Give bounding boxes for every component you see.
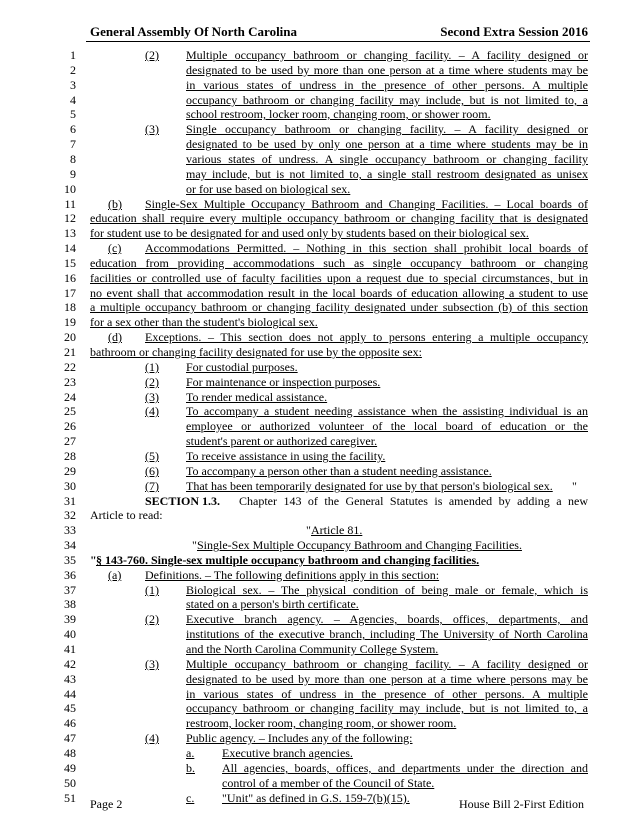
line-text: For custodial purposes. [186, 360, 298, 374]
line-text: Chapter 143 of the General Statutes is amended by adding a new [239, 494, 588, 508]
line-text: Definitions. – The following definitions apply in this section: [145, 568, 440, 582]
line-number: 15 [64, 256, 76, 270]
line-text: designated to be used by more than one person at a time where persons may be [186, 672, 588, 686]
line-number: 37 [64, 583, 76, 597]
line-number: 48 [64, 746, 76, 760]
line-text: (1) [145, 583, 159, 597]
header-rule [86, 41, 590, 42]
line-text: a. [186, 746, 195, 760]
line-text: (b) [108, 197, 122, 211]
header-assembly-name: General Assembly Of North Carolina [90, 24, 298, 39]
line-number: 10 [64, 182, 76, 196]
line-text: "Unit" as defined in G.S. 159-7(b)(15). [222, 791, 410, 805]
line-text: Article to read: [90, 508, 163, 522]
line-text: bathroom or changing facility designated for use by the opposite sex: [90, 345, 422, 359]
line-text: Article 81. [311, 523, 363, 537]
line-number: 45 [64, 701, 76, 715]
line-number: 40 [64, 627, 76, 641]
line-text: That has been temporarily designated for use by that person's biological sex. [186, 479, 553, 493]
line-number: 46 [64, 716, 76, 730]
line-text: § 143-760. Single-sex multiple occupancy bathroom and changing facilities. [96, 553, 480, 567]
line-number: 27 [64, 434, 76, 448]
line-number: 51 [64, 791, 76, 805]
line-text: restroom, locker room, changing room, or shower room. [186, 716, 457, 730]
line-text: (7) [145, 479, 159, 493]
line-text: Multiple occupancy bathroom or changing facility. – A facility designed or [186, 657, 588, 671]
line-number: 49 [64, 761, 76, 775]
line-number: 35 [64, 553, 76, 567]
line-text: for a sex other than the student's biological sex. [90, 315, 318, 329]
line-number: 32 [64, 508, 76, 522]
line-number: 39 [64, 612, 76, 626]
line-text: To render medical assistance. [186, 390, 328, 404]
line-number: 38 [64, 597, 76, 611]
line-text: " [572, 479, 577, 493]
line-text: Single occupancy bathroom or changing facility. – A facility designed or [186, 122, 588, 136]
line-text: " [192, 538, 197, 552]
line-text: (1) [145, 360, 159, 374]
line-text: Executive branch agency. – Agencies, boards, offices, departments, and [186, 612, 588, 626]
line-number: 23 [64, 375, 76, 389]
line-text: Exceptions. – This section does not apply to persons entering a multiple occupancy [145, 330, 588, 344]
line-text: may include, but is not limited to, a single stall restroom designated as unisex [186, 167, 588, 181]
line-text: (2) [145, 375, 159, 389]
header-session-name: Second Extra Session 2016 [440, 24, 588, 39]
line-text: or for use based on biological sex. [186, 182, 351, 196]
line-text: institutions of the executive branch, including The University of North Carolina [186, 627, 588, 641]
line-text: c. [186, 791, 195, 805]
line-text: in various states of undress in the presence of other persons. A multiple [186, 78, 588, 92]
line-text: education from providing accommodations such as single occupancy bathroom or changing [90, 256, 588, 270]
line-text: " [306, 523, 311, 537]
footer-page-number: Page 2 [90, 797, 123, 811]
line-text: employee or authorized volunteer of the local board of education or the [186, 419, 588, 433]
line-number: 50 [64, 776, 76, 790]
line-text: Multiple occupancy bathroom or changing facility. – A facility designed or [186, 48, 588, 62]
line-text: (3) [145, 657, 159, 671]
line-number: 30 [64, 479, 76, 493]
line-number: 47 [64, 731, 76, 745]
line-number: 29 [64, 464, 76, 478]
line-number: 8 [70, 152, 76, 166]
line-number: 22 [64, 360, 76, 374]
line-text: various states of undress. A single occupancy bathroom or changing facility [186, 152, 588, 166]
line-text: in various states of undress in the presence of other persons. A multiple [186, 687, 588, 701]
line-number: 7 [70, 137, 76, 151]
line-text: SECTION 1.3. [145, 494, 221, 508]
line-number: 34 [64, 538, 76, 552]
line-number: 16 [64, 271, 76, 285]
line-text: designated to be used by more than one person at a time where students may be [186, 63, 588, 77]
line-text: facilities or controlled use of faculty facilities upon a request due to special circumstances, but in [90, 271, 588, 285]
line-text: Biological sex. – The physical condition of being male or female, which is [186, 583, 588, 597]
line-number: 31 [64, 494, 76, 508]
line-number: 25 [64, 404, 76, 418]
line-number: 24 [64, 390, 76, 404]
line-text: For maintenance or inspection purposes. [186, 375, 381, 389]
line-text: (3) [145, 122, 159, 136]
line-text: Single-Sex Multiple Occupancy Bathroom and Changing Facilities. – Local boards of [145, 197, 588, 211]
footer-bill-name: House Bill 2-First Edition [458, 797, 584, 811]
line-text: for student use to be designated for and used only by students based on their biological sex. [90, 226, 529, 240]
line-number: 4 [70, 93, 76, 107]
line-text: To accompany a student needing assistance when the assisting individual is an [186, 404, 588, 418]
line-text: b. [186, 761, 195, 775]
line-number: 3 [70, 78, 76, 92]
line-text: " [90, 553, 97, 567]
line-text: no event shall that accommodation result in the local boards of education allowing a student to use [90, 286, 588, 300]
line-text: (6) [145, 464, 159, 478]
line-text: (a) [108, 568, 122, 582]
line-text: (3) [145, 390, 159, 404]
line-text: student's parent or authorized caregiver. [186, 434, 378, 448]
line-text: control of a member of the Council of State. [222, 776, 435, 790]
line-number: 12 [64, 211, 76, 225]
line-number: 11 [64, 197, 76, 211]
line-text: and the North Carolina Community College System. [186, 642, 439, 656]
line-text: To accompany a person other than a student needing assistance. [186, 464, 492, 478]
line-text: school restroom, locker room, changing room, or shower room. [186, 107, 491, 121]
line-number: 21 [64, 345, 76, 359]
line-number: 28 [64, 449, 76, 463]
line-number: 13 [64, 226, 76, 240]
line-number: 26 [64, 419, 76, 433]
line-number: 2 [70, 63, 76, 77]
line-text: a multiple occupancy bathroom or changing facility designated under subsection (b) of this section [90, 300, 588, 314]
line-number: 5 [70, 107, 76, 121]
line-text: (4) [145, 731, 159, 745]
line-text: Accommodations Permitted. – Nothing in this section shall prohibit local boards of [145, 241, 588, 255]
line-text: (2) [145, 48, 159, 62]
line-text: Public agency. – Includes any of the following: [186, 731, 413, 745]
line-text: education shall require every multiple occupancy bathroom or changing facility that is designated [90, 211, 588, 225]
line-number: 42 [64, 657, 76, 671]
line-text: (c) [108, 241, 122, 255]
line-number: 6 [70, 122, 76, 136]
line-text: All agencies, boards, offices, and departments under the direction and [222, 761, 588, 775]
line-number: 17 [64, 286, 76, 300]
line-number: 33 [64, 523, 76, 537]
line-text: To receive assistance in using the facility. [186, 449, 386, 463]
line-number: 14 [64, 241, 76, 255]
line-text: (2) [145, 612, 159, 626]
line-number: 36 [64, 568, 76, 582]
line-text: designated to be used by only one person at a time where students may be in [186, 137, 588, 151]
line-text: Single-Sex Multiple Occupancy Bathroom and Changing Facilities. [197, 538, 522, 552]
line-number: 44 [64, 687, 76, 701]
line-text: (d) [108, 330, 122, 344]
line-text: stated on a person's birth certificate. [186, 597, 359, 611]
line-number: 9 [70, 167, 76, 181]
line-number: 19 [64, 315, 76, 329]
line-text: (4) [145, 404, 159, 418]
line-number: 20 [64, 330, 76, 344]
line-text: (5) [145, 449, 159, 463]
line-number: 18 [64, 300, 76, 314]
line-text: Executive branch agencies. [222, 746, 353, 760]
line-text: occupancy bathroom or changing facility may include, but is not limited to, a [186, 701, 588, 715]
line-number: 1 [70, 48, 76, 62]
line-text: occupancy bathroom or changing facility may include, but is not limited to, a [186, 93, 588, 107]
line-number: 43 [64, 672, 76, 686]
line-number: 41 [64, 642, 76, 656]
